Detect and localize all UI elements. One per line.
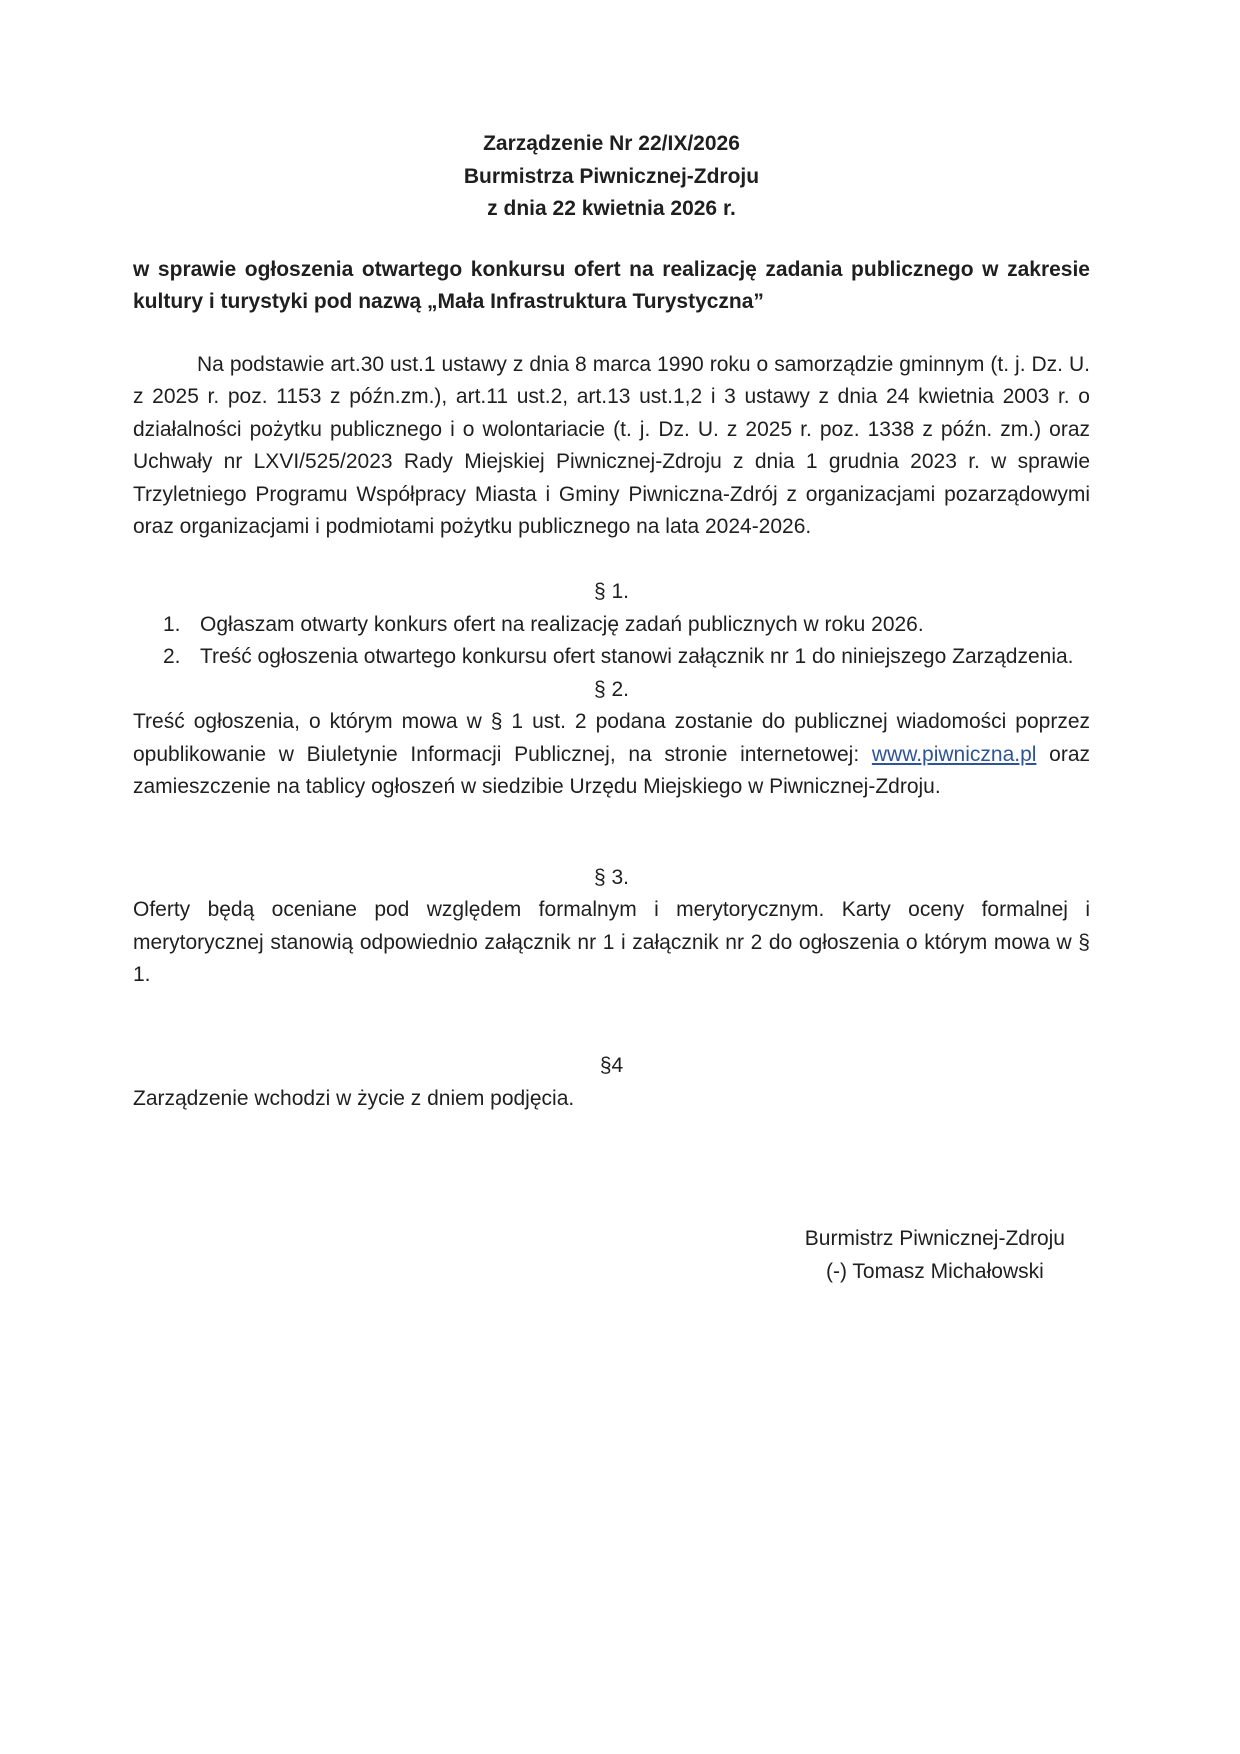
section-2-paragraph	[133, 706, 1090, 804]
list-item-text: Treść ogłoszenia otwartego konkursu ofert stanowi załącznik nr 1 do niniejszego Zarządzenia.	[200, 645, 1074, 669]
section-2-text-after-link: oraz zamieszczenie na tablicy ogłoszeń w siedzibie Urzędu Miejskiego w Piwnicznej-Zdroju.	[133, 742, 1090, 799]
document-title	[133, 128, 1090, 226]
section-2-text-before-link: Treść ogłoszenia, o którym mowa w § 1 ust. 2 podana zostanie do publicznej wiadomości poprzez opublikowanie w Biuletynie Informacji Publicznej, na stronie internetowej:	[133, 710, 1090, 766]
list-item	[133, 609, 1090, 642]
signature-name: (-) Tomasz Michałowski	[825, 1259, 1044, 1283]
title-line-date: z dnia 22 kwietnia 2026 r.	[487, 197, 736, 221]
section-1-list	[133, 609, 1090, 674]
section-2-heading: § 2.	[593, 677, 630, 701]
website-link[interactable]: www.piwniczna.pl	[871, 742, 1037, 766]
section-3-paragraph: Oferty będą oceniane pod względem formalnym i merytorycznym. Karty oceny formalnej i merytorycznej stanowią odpowiednio załącznik nr 1 i załącznik nr 2 do ogłoszenia o którym mowa w § 1.	[133, 898, 1090, 987]
title-line-number: Zarządzenie Nr 22/IX/2026	[483, 132, 740, 155]
title-line-issuer: Burmistrza Piwnicznej-Zdroju	[463, 164, 760, 188]
signature-block	[805, 1223, 1065, 1288]
list-item-number: 1.	[163, 612, 181, 636]
section-3-heading: § 3.	[593, 865, 630, 889]
list-item-text: Ogłaszam otwarty konkurs ofert na realizację zadań publicznych w roku 2026.	[200, 612, 924, 636]
list-item	[133, 641, 1090, 674]
legal-basis-paragraph: Na podstawie art.30 ust.1 ustawy z dnia 8 marca 1990 roku o samorządzie gminnym (t. j. Dz. U. z 2025 r. poz. 1153 z późn.zm.), art.11 ust.2, art.13 ust.1,2 i 3 ustawy z dnia 24 kwietnia 2003 r. o działalności pożytku publicznego i o wolontariacie (t. j. Dz. U. z 2025 r. poz. 1338 z późn. zm.) oraz Uchwały nr LXVI/525/2023 Rady Miejskiej Piwnicznej-Zdroju z dnia 1 grudnia 2023 r. w sprawie Trzyletniego Programu Współpracy Miasta i Gminy Piwniczna-Zdrój z organizacjami pozarządowymi oraz organizacjami i podmiotami pożytku publicznego na lata 2024-2026.	[133, 352, 1090, 539]
list-item-number: 2.	[163, 645, 181, 669]
section-4-heading: §4	[599, 1054, 624, 1078]
signature-role: Burmistrz Piwnicznej-Zdroju	[804, 1227, 1065, 1251]
section-4-paragraph: Zarządzenie wchodzi w życie z dniem podjęcia.	[133, 1086, 575, 1110]
section-1-heading: § 1.	[593, 580, 630, 604]
document-subject: w sprawie ogłoszenia otwartego konkursu ofert na realizację zadania publicznego w zakresie kultury i turystyki pod nazwą „Mała Infrastruktura Turystyczna”	[133, 257, 1090, 314]
